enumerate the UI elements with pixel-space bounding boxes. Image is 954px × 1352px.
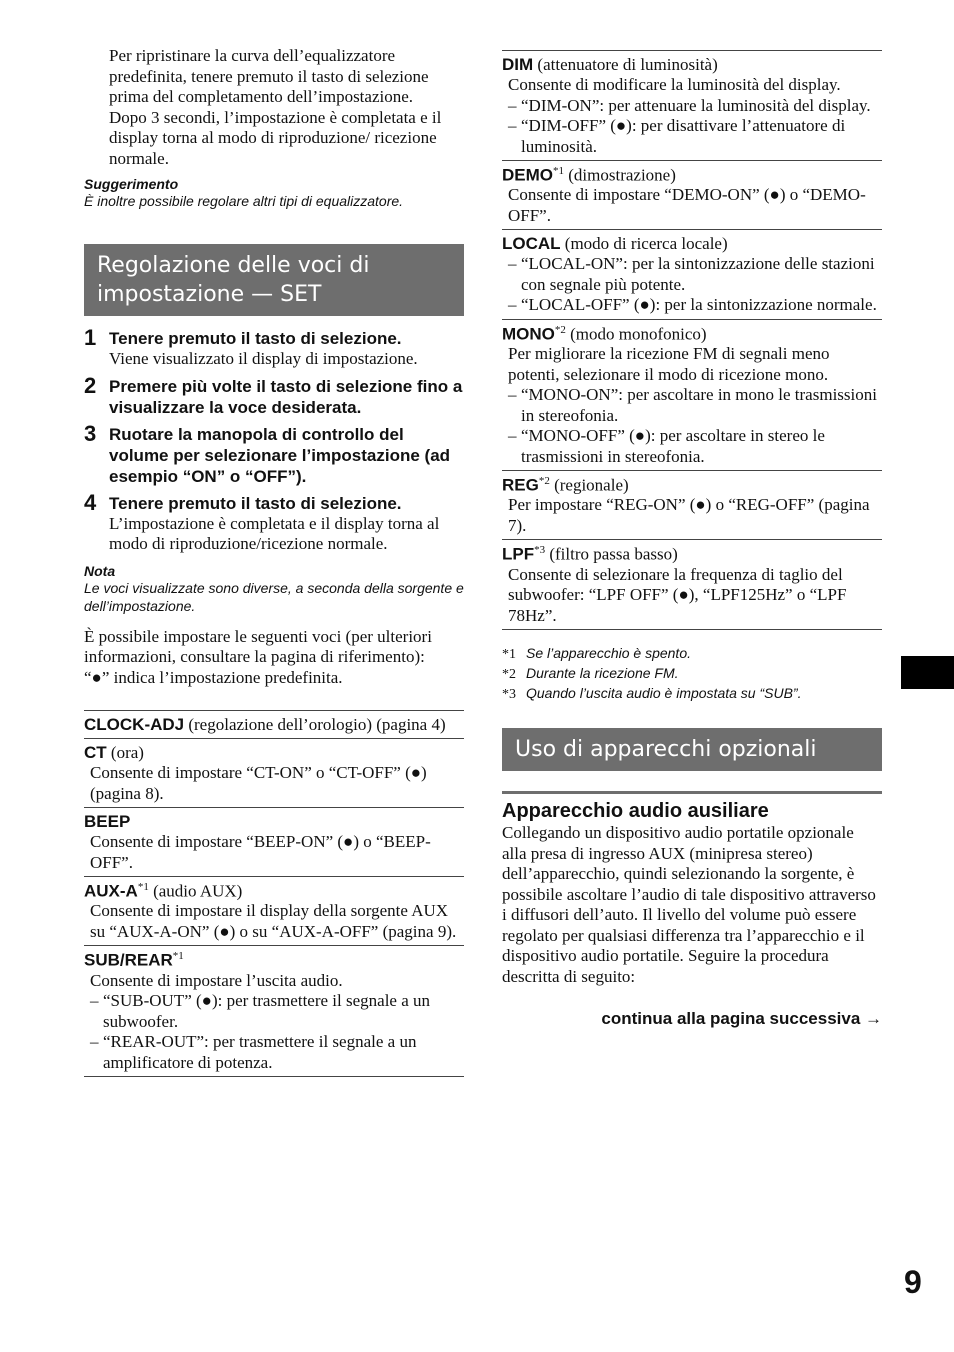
right-column bbox=[502, 50, 882, 1029]
setting-row bbox=[84, 876, 464, 945]
setting-description: Consente di selezionare la frequenza di taglio del subwoofer: “LPF OFF” (●), “LPF125Hz” o “LPF 78Hz”. bbox=[508, 564, 847, 625]
tip-text: È inoltre possibile regolare altri tipi di equalizzatore. bbox=[84, 193, 404, 209]
setting-option: – “LOCAL-ON”: per la sintonizzazione delle stazioni con segnale più potente. bbox=[502, 254, 882, 295]
note-title: Nota bbox=[84, 562, 116, 579]
settings-table-right bbox=[502, 50, 882, 630]
subsection-heading: Apparecchio audio ausiliare bbox=[502, 791, 882, 823]
chapter-tab-marker bbox=[901, 656, 954, 689]
step-number: 4 bbox=[84, 489, 97, 515]
setting-name: MONO bbox=[502, 324, 555, 344]
setting-note: (modo monofonico) bbox=[565, 324, 707, 344]
footnote-mark: *1 bbox=[502, 647, 516, 663]
setting-name: AUX-A bbox=[84, 881, 138, 901]
setting-note: (modo di ricerca locale) bbox=[560, 234, 728, 254]
step-number: 1 bbox=[84, 325, 97, 350]
footnote-ref: *2 bbox=[554, 323, 566, 336]
setting-row bbox=[502, 319, 882, 470]
setting-description: Per impostare “REG-ON” (●) o “REG-OFF” (pagina 7). bbox=[508, 495, 870, 535]
setting-row bbox=[502, 229, 882, 319]
setting-note: (regionale) bbox=[549, 475, 629, 495]
step-item bbox=[84, 420, 464, 487]
note-text: Le voci visualizzate sono diverse, a seconda della sorgente e dell’impostazione. bbox=[84, 579, 464, 614]
step-item bbox=[84, 489, 464, 555]
setting-row bbox=[84, 710, 464, 738]
step-item bbox=[84, 325, 464, 370]
setting-option: – “DIM-OFF” (●): per disattivare l’attenuatore di luminosità. bbox=[502, 116, 882, 157]
setting-option: – “SUB-OUT” (●): per trasmettere il segnale a un subwoofer. bbox=[84, 991, 464, 1032]
setting-name: CT bbox=[84, 743, 107, 762]
setting-header bbox=[502, 475, 882, 495]
setting-description: Consente di impostare “CT-ON” o “CT-OFF” (●) (pagina 8). bbox=[90, 763, 427, 803]
setting-header bbox=[502, 165, 882, 185]
section-heading-set: Regolazione delle voci di impostazione — SET bbox=[84, 244, 464, 316]
step-text: L’impostazione è completata e il display torna al modo di riproduzione/ricezione normale. bbox=[109, 513, 440, 553]
footnotes bbox=[502, 644, 882, 704]
setting-name: LOCAL bbox=[502, 234, 561, 254]
setting-header bbox=[84, 715, 464, 735]
page-number: 9 bbox=[904, 1264, 922, 1300]
footnote-ref: *2 bbox=[538, 475, 550, 488]
step-item bbox=[84, 372, 464, 418]
setting-note: (regolazione dell’orologio) (pagina 4) bbox=[184, 715, 446, 734]
setting-row bbox=[84, 945, 464, 1077]
setting-name: DIM bbox=[502, 55, 534, 74]
setting-header bbox=[84, 812, 464, 832]
step-number: 3 bbox=[84, 420, 97, 446]
left-column bbox=[84, 46, 464, 1077]
step-title: Tenere premuto il tasto di selezione. bbox=[109, 329, 402, 348]
setting-header bbox=[502, 544, 882, 564]
setting-description: Consente di impostare “BEEP-ON” (●) o “BEEP-OFF”. bbox=[90, 832, 431, 872]
setting-note: (audio AUX) bbox=[148, 881, 243, 901]
setting-row bbox=[502, 160, 882, 229]
setting-row bbox=[84, 807, 464, 876]
section-heading-optional: Uso di apparecchi opzionali bbox=[502, 728, 882, 771]
setting-name: REG bbox=[502, 475, 539, 495]
setting-header bbox=[84, 950, 464, 970]
setting-description: Consente di impostare “DEMO-ON” (●) o “DEMO-OFF”. bbox=[508, 185, 866, 225]
setting-header bbox=[84, 881, 464, 901]
intro-paragraph-2: Dopo 3 secondi, l’impostazione è completata e il display torna al modo di riproduzione/ ricezione normale. bbox=[109, 107, 442, 168]
setting-description: Consente di impostare l’uscita audio. bbox=[90, 970, 343, 990]
footnote bbox=[502, 684, 882, 704]
footnote-ref: *1 bbox=[137, 881, 149, 893]
setting-header bbox=[84, 743, 464, 763]
setting-note: (filtro passa basso) bbox=[545, 544, 678, 564]
footnote-ref: *3 bbox=[534, 544, 546, 557]
setting-row bbox=[502, 50, 882, 160]
setting-description: Consente di impostare il display della sorgente AUX su “AUX-A-ON” (●) o su “AUX-A-OFF” (pagina 9). bbox=[90, 901, 457, 941]
settings-table-left bbox=[84, 710, 464, 1077]
step-number: 2 bbox=[84, 372, 97, 398]
setting-note: (attenuatore di luminosità) bbox=[533, 55, 718, 74]
footnote bbox=[502, 644, 882, 664]
setting-row bbox=[502, 470, 882, 539]
setting-note: (ora) bbox=[106, 743, 144, 762]
setting-note: (dimostrazione) bbox=[564, 165, 676, 185]
setting-row bbox=[84, 738, 464, 807]
step-title: Premere più volte il tasto di selezione fino a visualizzare la voce desiderata. bbox=[109, 376, 463, 417]
step-text: Viene visualizzato il display di impostazione. bbox=[109, 349, 418, 368]
steps-list bbox=[84, 325, 464, 555]
setting-name: LPF bbox=[502, 544, 535, 564]
setting-name: DEMO bbox=[502, 165, 553, 185]
setting-option: – “DIM-ON”: per attenuare la luminosità del display. bbox=[502, 96, 882, 117]
setting-row bbox=[502, 539, 882, 630]
aux-description: Collegando un dispositivo audio portatile opzionale alla presa di ingresso AUX (minipresa stereo) dell’apparecchio, quindi selezionando la sorgente, è possibile ascoltare l’audio di tale dispositivo attraverso i diffusori dell’auto. Il livello del volume può essere regolato per qualsiasi differenza tra l’apparecchio e il dispositivo audio portatile. Seguire la procedura descritta di seguito: bbox=[502, 823, 876, 986]
settings-intro: È possibile impostare le seguenti voci (per ulteriori informazioni, consultare la pagina di riferimento): bbox=[84, 626, 432, 666]
footnote-mark: *3 bbox=[502, 687, 516, 703]
setting-header bbox=[502, 324, 882, 344]
setting-option: – “LOCAL-OFF” (●): per la sintonizzazione normale. bbox=[502, 295, 882, 316]
step-title: Tenere premuto il tasto di selezione. bbox=[109, 493, 402, 513]
default-legend: “●” indica l’impostazione predefinita. bbox=[84, 667, 343, 687]
setting-option: – “MONO-ON”: per ascoltare in mono le trasmissioni in stereofonia. bbox=[502, 385, 882, 426]
footnote-ref: *1 bbox=[553, 165, 564, 177]
footnote-text: Se l’apparecchio è spento. bbox=[526, 645, 691, 662]
footnote-ref: *1 bbox=[172, 950, 184, 963]
footnote bbox=[502, 664, 882, 684]
footnote-mark: *2 bbox=[502, 667, 516, 683]
intro-paragraph-1: Per ripristinare la curva dell’equalizzatore predefinita, tenere premuto il tasto di selezione prima del completamento dell’impostazione. bbox=[109, 46, 429, 106]
setting-name: BEEP bbox=[84, 812, 131, 831]
footnote-text: Durante la ricezione FM. bbox=[526, 665, 679, 682]
setting-name: SUB/REAR bbox=[84, 950, 173, 970]
setting-header bbox=[502, 234, 882, 254]
setting-name: CLOCK-ADJ bbox=[84, 715, 185, 734]
continue-link[interactable]: continua alla pagina successiva → bbox=[601, 1009, 882, 1029]
footnote-text: Quando l’uscita audio è impostata su “SUB”. bbox=[526, 685, 802, 702]
step-title: Ruotare la manopola di controllo del volume per selezionare l’impostazione (ad esempio “ON” o “OFF”). bbox=[109, 424, 451, 486]
setting-description: Consente di modificare la luminosità del display. bbox=[508, 75, 841, 94]
tip-title: Suggerimento bbox=[84, 176, 179, 192]
setting-option: – “MONO-OFF” (●): per ascoltare in stereo le trasmissioni in stereofonia. bbox=[502, 426, 882, 467]
setting-description: Per migliorare la ricezione FM di segnali meno potenti, selezionare il modo di ricezione mono. bbox=[508, 344, 830, 384]
setting-option: – “REAR-OUT”: per trasmettere il segnale a un amplificatore di potenza. bbox=[84, 1032, 464, 1073]
setting-header bbox=[502, 55, 882, 75]
